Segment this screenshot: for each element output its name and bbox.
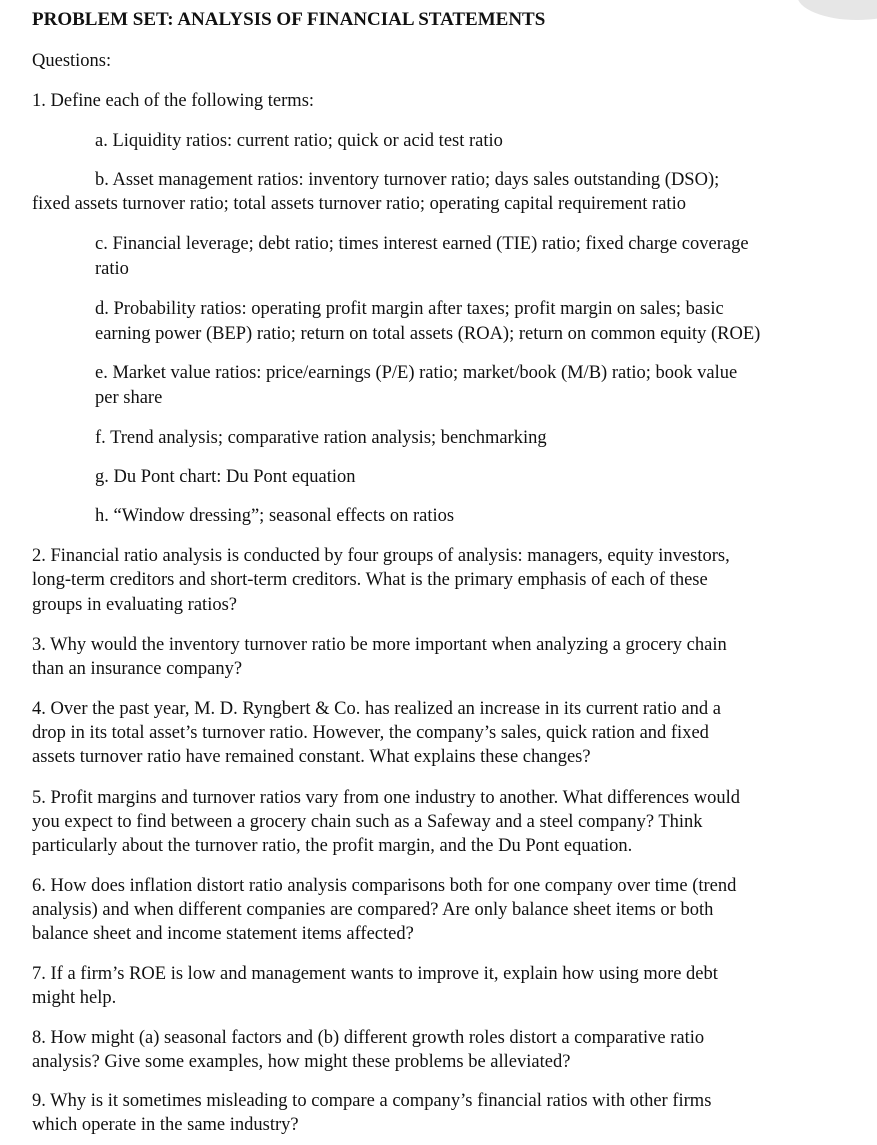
question-8-line1: 8. How might (a) seasonal factors and (b) different growth roles distort a comparative ratio — [32, 1028, 705, 1048]
question-9-line1: 9. Why is it sometimes misleading to compare a company’s financial ratios with other firms — [32, 1091, 712, 1111]
question-5-line3: particularly about the turnover ratio, the profit margin, and the Du Pont equation. — [32, 836, 633, 856]
term-c-line1: c. Financial leverage; debt ratio; times interest earned (TIE) ratio; fixed charge coverage — [95, 234, 749, 254]
question-3-line1: 3. Why would the inventory turnover ratio be more important when analyzing a grocery chain — [32, 635, 727, 655]
term-d-line1: d. Probability ratios: operating profit margin after taxes; profit margin on sales; basic — [95, 299, 724, 319]
term-e-line2: per share — [95, 388, 163, 408]
question-2-line1: 2. Financial ratio analysis is conducted by four groups of analysis: managers, equity investors, — [32, 546, 730, 566]
question-3-line2: than an insurance company? — [32, 659, 243, 679]
question-4-line1: 4. Over the past year, M. D. Ryngbert & Co. has realized an increase in its current ratio and a — [32, 699, 721, 719]
question-6-line3: balance sheet and income statement items affected? — [32, 924, 414, 944]
term-b-line1: b. Asset management ratios: inventory turnover ratio; days sales outstanding (DSO); — [95, 170, 720, 190]
question-4-line2: drop in its total asset’s turnover ratio. However, the company’s sales, quick ration and fixed — [32, 723, 709, 743]
question-6-line1: 6. How does inflation distort ratio analysis comparisons both for one company over time (trend — [32, 876, 737, 896]
question-7-line1: 7. If a firm’s ROE is low and management wants to improve it, explain how using more debt — [32, 964, 718, 984]
document-title: PROBLEM SET: ANALYSIS OF FINANCIAL STATEMENTS — [32, 9, 546, 30]
question-4-line3: assets turnover ratio have remained constant. What explains these changes? — [32, 747, 591, 767]
term-h: h. “Window dressing”; seasonal effects on ratios — [95, 506, 455, 526]
question-2-line3: groups in evaluating ratios? — [32, 595, 237, 615]
term-c-line2: ratio — [95, 259, 129, 279]
question-1: 1. Define each of the following terms: — [32, 91, 315, 111]
questions-label: Questions: — [32, 51, 112, 71]
term-e-line1: e. Market value ratios: price/earnings (P/E) ratio; market/book (M/B) ratio; book value — [95, 363, 738, 383]
question-7-line2: might help. — [32, 988, 117, 1008]
question-5-line1: 5. Profit margins and turnover ratios vary from one industry to another. What differences would — [32, 788, 740, 808]
term-g: g. Du Pont chart: Du Pont equation — [95, 467, 356, 487]
term-f: f. Trend analysis; comparative ration analysis; benchmarking — [95, 428, 547, 448]
question-8-line2: analysis? Give some examples, how might these problems be alleviated? — [32, 1052, 571, 1072]
question-2-line2: long-term creditors and short-term creditors. What is the primary emphasis of each of these — [32, 570, 708, 590]
term-d-line2: earning power (BEP) ratio; return on total assets (ROA); return on common equity (ROE) — [95, 324, 761, 344]
term-a: a. Liquidity ratios: current ratio; quick or acid test ratio — [95, 131, 503, 151]
question-9-line2: which operate in the same industry? — [32, 1115, 299, 1135]
question-6-line2: analysis) and when different companies are compared? Are only balance sheet items or both — [32, 900, 714, 920]
term-b-line2: fixed assets turnover ratio; total assets turnover ratio; operating capital requirement ratio — [32, 194, 686, 214]
question-5-line2: you expect to find between a grocery chain such as a Safeway and a steel company? Think — [32, 812, 703, 832]
